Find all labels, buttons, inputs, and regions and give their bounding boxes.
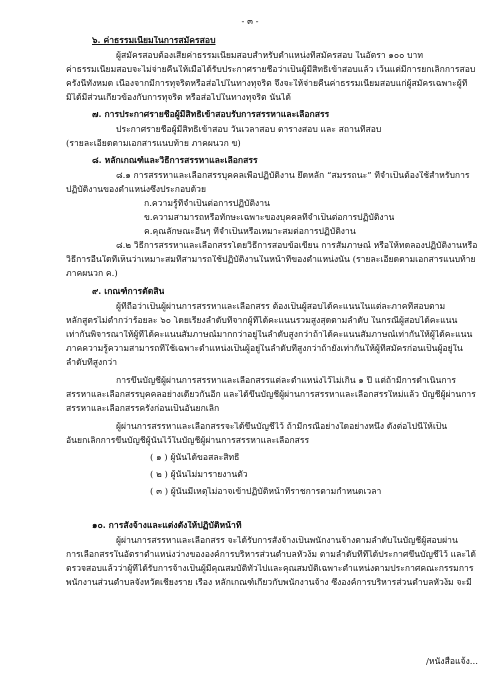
section-7-line: ประกาศรายชื่อผู้มีสิทธิเข้าสอบ วันเวลาสอบ ตารางสอบ และ สถานที่สอบ <box>116 125 382 135</box>
section-8-line: ภาคผนวก ค.) <box>66 269 118 279</box>
section-10-heading: ๑๐. การสั่งจ้างและแต่งตั้งให้ปฏิบัติหน้าที่ <box>92 521 242 531</box>
section-7-line: (รายละเอียดตามเอกสารแนบท้าย ภาคผนวก ข) <box>66 139 241 149</box>
section-10-line: พนักงานส่วนตำบลจังหวัดเชียงราย เรื่อง หลักเกณฑ์เกี่ยวกับพนักงานจ้าง ซึ่งองค์การบริหารส่วนตำบลหัวง้ม จะมี <box>66 578 472 588</box>
section-6-line: มิได้มีส่วนเกี่ยวข้องกับการทุจริต หรือส่อไปในทางทุจริต นั้นได้ <box>66 93 292 103</box>
section-6-line: ค่าธรรมเนียมสอบจะไม่จ่ายคืนให้เมื่อได้รับประกาศรายชื่อว่าเป็นผู้มีสิทธิเข้าสอบแล้ว เว้นแต่มีการยกเลิกการสอบ <box>66 65 476 75</box>
section-6-heading: ๖. ค่าธรรมเนียมในการสมัครสอบ <box>92 36 216 46</box>
section-9-item: ( ๒ ) ผู้นั้นไม่มารายงานตัว <box>150 470 248 480</box>
section-9-line: เท่ากันพิจารณาให้ผู้ที่ได้คะแนนสัมภาษณ์มากกว่าอยู่ในลำดับสูงกว่าถ้าได้คะแนนสัมภาษณ์เท่ากันให้ผู้ได้คะแนน <box>66 330 473 340</box>
section-9-heading: ๙. เกณฑ์การตัดสิน <box>92 287 165 297</box>
section-9-item: ( ๑ ) ผู้นั้นได้ขอสละสิทธิ์ <box>150 453 240 463</box>
section-9-line: ผู้ผ่านการสรรหาและเลือกสรรจะได้ขึ้นบัญชีไว้ ถ้ามีกรณีอย่างใดอย่างหนึ่ง ดังต่อไปนี้ให้เป็น <box>116 422 448 432</box>
section-9-line: หลักสูตรไม่ต่ำกว่าร้อยละ ๖๐ โดยเรียงลำดับที่จากผู้ที่ได้คะแนนรวมสูงสุดตามลำดับ ในกรณีผู้สอบได้คะแนน <box>66 316 458 326</box>
section-8-item: ค.คุณลักษณะอื่นๆ ที่จำเป็นหรือเหมาะสมต่อการปฏิบัติงาน <box>144 227 356 237</box>
section-9-item: ( ๓ ) ผู้นั้นมีเหตุไม่อาจเข้าปฏิบัติหน้าที่ราชการตามกำหนดเวลา <box>150 487 382 497</box>
section-9-line: ภาคความรู้ความสามารถที่ใช้เฉพาะตำแหน่งเป็นผู้อยู่ในลำดับที่สูงกว่าถ้ายังเท่ากันให้ผู้ที่สมัครก่อนเป็นผู้อยู่ใน <box>66 344 463 354</box>
section-6-line: ผู้สมัครสอบต้องเสียค่าธรรมเนียมสอบสำหรับตำแหน่งที่สมัครสอบ ในอัตรา ๑๐๐ บาท <box>116 51 424 61</box>
section-9-line: ลำดับที่สูงกว่า <box>66 358 118 368</box>
section-8-line: วิธีการอื่นใดที่เห็นว่าเหมาะสมที่สามารถใช้ปฏิบัติงานในหน้าที่ของตำแหน่งนั้น (รายละเอียดตามเอกสารแนบท้าย <box>66 255 476 265</box>
section-9-line: อันยกเลิกการขึ้นบัญชีผู้นั้นไว้ในบัญชีผู้ผ่านการสรรหาและเลือกสรร <box>66 436 310 446</box>
section-8-line: ๘.๒ วิธีการสรรหาและเลือกสรรโดยวิธีการสอบข้อเขียน การสัมภาษณ์ หรือให้ทดลองปฏิบัติงานหรือ <box>116 241 478 251</box>
continuation-note: /หนังสือแจ้ง... <box>425 657 478 667</box>
section-8-line: ปฏิบัติงานของตำแหน่งซึ่งประกอบด้วย <box>66 185 207 195</box>
section-8-heading: ๘. หลักเกณฑ์และวิธีการสรรหาและเลือกสรร <box>92 156 258 166</box>
section-9-line: สรรหาและเลือกสรรบุคคลอย่างเดียวกันอีก และได้ขึ้นบัญชีผู้ผ่านการสรรหาและเลือกสรรใหม่แล้ว บัญชีผู้ผ่านการ <box>66 390 476 400</box>
section-10-line: ตรวจสอบแล้วว่าผู้ที่ได้รับการจ้างเป็นผู้มีคุณสมบัติทั่วไปและคุณสมบัติเฉพาะตำแหน่งตามประกาศคณะกรรมการ <box>66 564 474 574</box>
page-number: - ๓ - <box>241 17 259 27</box>
section-8-line: ๘.๑ การสรรหาและเลือกสรรบุคคลเพื่อปฏิบัติงาน ยึดหลัก “สมรรถนะ” ที่จำเป็นต้องใช้สำหรับการ <box>116 171 470 181</box>
section-9-line: ผู้ที่ถือว่าเป็นผู้ผ่านการสรรหาและเลือกสรร ต้องเป็นผู้สอบได้คะแนนในแต่ละภาคที่สอบตาม <box>116 302 446 312</box>
section-7-heading: ๗. การประกาศรายชื่อผู้มีสิทธิเข้าสอบรับการสรรหาและเลือกสรร <box>92 110 330 120</box>
section-9-line: สรรหาและเลือกสรรครั้งก่อนเป็นอันยกเลิก <box>66 404 220 414</box>
section-9-line: การขึ้นบัญชีผู้ผ่านการสรรหาและเลือกสรรแต่ละตำแหน่งไว้ไม่เกิน ๑ ปี แต่ถ้ามีการดำเนินการ <box>116 376 456 386</box>
section-8-item: ข.ความสามารถหรือทักษะเฉพาะของบุคคลที่จำเป็นต่อการปฏิบัติงาน <box>144 213 395 223</box>
section-6-line: ครั้งนี้ทั้งหมด เนื่องจากมีการทุจริตหรือส่อไปในทางทุจริต จึงจะให้จ่ายคืนค่าธรรมเนียมสอบแก่ผู้สมัครเฉพาะผู้ที่ <box>66 79 468 89</box>
section-10-line: การเลือกสรรในอัตราตำแหน่งว่างขององค์การบริหารส่วนตำบลหัวง้ม ตามลำดับที่ที่ได้ประกาศขึ้นบัญชีไว้ และได้ <box>66 550 476 560</box>
section-10-line: ผู้ผ่านการสรรหาและเลือกสรร จะได้รับการสั่งจ้างเป็นพนักงานจ้างตามลำดับในบัญชีผู้สอบผ่าน <box>116 536 458 546</box>
section-8-item: ก.ความรู้ที่จำเป็นต่อการปฏิบัติงาน <box>144 199 270 209</box>
